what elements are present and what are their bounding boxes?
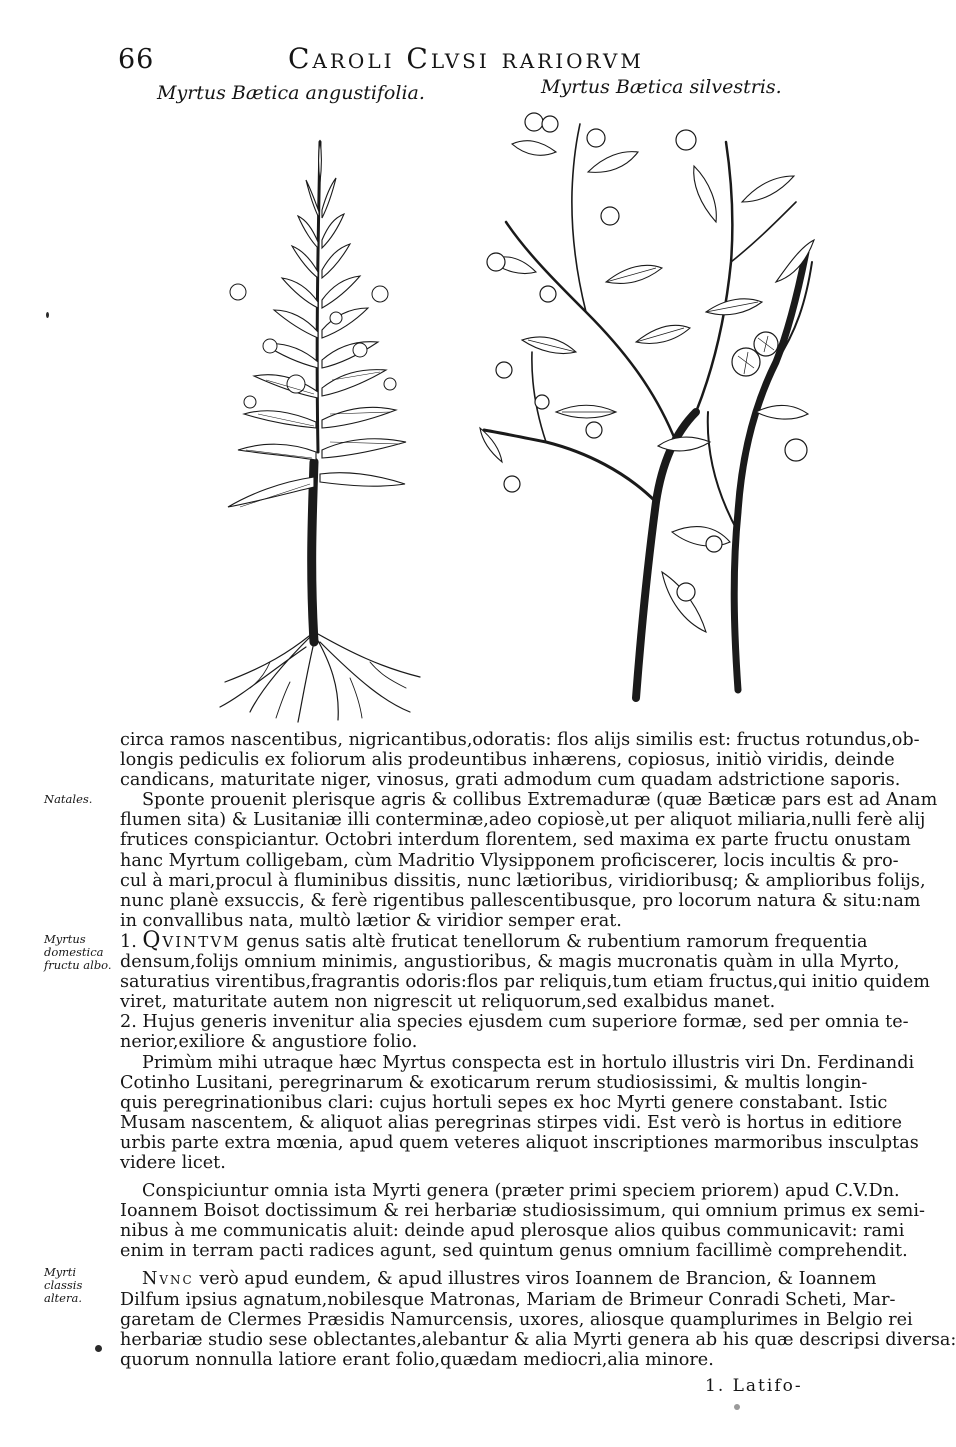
paragraph-1: [120, 730, 920, 791]
text-line: [120, 927, 868, 953]
text-line: videre licet.: [120, 1152, 226, 1173]
plant-illustration-wild-myrtle-icon: [476, 112, 818, 698]
item-numeral: 1.: [120, 931, 137, 952]
initial-word: Qvintvm: [142, 927, 241, 953]
text-line: cul à mari,procul à fluminibus dissitis, nunc lætioribus, viridioribusq; & amplioribus folijs,: [120, 870, 926, 891]
text-line: Primùm mihi utraque hæc Myrtus conspecta est in hortulo illustris viri Dn. Ferdinandi: [142, 1052, 915, 1073]
text-line: viret, maturitate autem non nigrescit ut reliquorum,sed exalbidus manet.: [120, 992, 776, 1013]
figure-caption-left: Myrtus Bætica angustifolia.: [157, 82, 425, 104]
text-line: Musam nascentem, & aliquot alias peregrinas stirpes vidi. Est verò is hortus in editiore: [120, 1112, 902, 1133]
text-line: Ioannem Boisot doctissimum & rei herbariæ studiosissimum, qui omnium primus ex semi-: [120, 1201, 925, 1222]
text-line: enim in terram pacti radices agunt, sed quintum genus omnium facillimè comprehendit.: [120, 1241, 908, 1262]
text-line: longis pediculis ex foliorum alis prodeuntibus inhærens, copiosus, initiò viridis, deinde: [120, 750, 895, 771]
paragraph-3: [120, 927, 930, 1013]
text-line: saturatius virentibus,fragrantis odoris:flos par reliquis,tum etiam fructus,qui initio quidem: [120, 972, 930, 993]
text-line: herbariæ studio sese oblectantes,alebantur & alia Myrti genera ab his quæ descripsi diversa:: [120, 1329, 956, 1350]
text-line: in convallibus nata, multò lætior & viridior semper erat.: [120, 910, 622, 931]
running-title: Caroli Clvsi rariorvm: [288, 42, 644, 75]
initial-word: Nvnc: [142, 1269, 194, 1290]
text-line: Dilfum ipsius agnatum,nobilesque Matronas, Mariam de Brimeur Conradi Scheti, Mar-: [120, 1289, 896, 1310]
text-line: garetam de Clermes Præsidis Namurcensis, uxores, aliosque quamplurimes in Belgio rei: [120, 1309, 913, 1330]
text-line: flumen sita) & Lusitaniæ illi conterminæ,adeo copiosè,ut per aliquot miliaria,nulli ferè alij: [120, 810, 926, 831]
text-line: [120, 1269, 877, 1290]
text-line: Sponte prouenit plerisque agris & collibus Extremaduræ (quæ Bæticæ pars est ad Anam: [142, 790, 938, 811]
paragraph-5: [120, 1052, 919, 1174]
figure-caption-right: Myrtus Bætica silvestris.: [541, 76, 782, 98]
text-line: 2. Hujus generis invenitur alia species ejusdem cum superiore formæ, sed per omnia te-: [120, 1012, 909, 1033]
ink-blot: [95, 1345, 102, 1352]
text-line: quis peregrinationibus clari: cujus hortuli sepes ex hoc Myrti genere constabant. Istic: [120, 1092, 888, 1113]
text-line: hanc Myrtum colligebam, cùm Madritio Vlysipponem proficiscerer, locis incultis & pro-: [120, 850, 899, 871]
paragraph-7: [120, 1269, 956, 1370]
line-rest: genus satis altè fruticat tenellorum & rubentium ramorum frequentia: [246, 931, 868, 952]
paragraph-6: [120, 1181, 925, 1262]
text-line: Conspiciuntur omnia ista Myrti genera (præter primi speciem priorem) apud C.V.Dn.: [142, 1181, 900, 1202]
margin-note-myrtus-domestica: Myrtus domestica fructu albo.: [44, 932, 112, 972]
text-line: nerior,exiliore & angustiore folio.: [120, 1032, 418, 1053]
plant-illustration-narrow-leaf-myrtle-icon: [210, 122, 430, 722]
text-line: candicans, maturitate niger, vinosus, grati admodum cum quadam adstrictione saporis.: [120, 770, 901, 791]
ink-mark: [46, 312, 49, 318]
ink-smudge: [734, 1404, 740, 1410]
paragraph-4: [120, 1012, 909, 1053]
text-line: quorum nonnulla latiore erant folio,quædam mediocri,alia minore.: [120, 1349, 714, 1370]
text-line: Cotinho Lusitani, peregrinarum & exoticarum rerum studiosissimi, & multis longin-: [120, 1072, 868, 1093]
text-line: nunc planè exsuccis, & ferè rigentibus pallescentibusque, pro locorum natura & situ:nam: [120, 890, 921, 911]
text-line: densum,folijs omnium minimis, angustioribus, & magis mucronatis quàm in ulla Myrto,: [120, 952, 900, 973]
page-number: 66: [118, 44, 155, 75]
margin-note-myrti-classis: Myrti classis altera.: [44, 1265, 83, 1305]
body-text: [120, 730, 956, 1370]
line-rest: verò apud eundem, & apud illustres viros Ioannem de Brancion, & Ioannem: [199, 1269, 877, 1290]
running-head: [0, 40, 870, 80]
paragraph-2: [120, 790, 938, 931]
margin-note-natales: Natales.: [44, 792, 93, 806]
text-line: circa ramos nascentibus, nigricantibus,odoratis: flos alijs similis est: fructus rotundus,ob-: [120, 730, 920, 750]
catchword: 1. Latifo-: [705, 1376, 803, 1396]
text-line: nibus à me communicatis aluit: deinde apud plerosque alios quibus communicavit: rami: [120, 1221, 905, 1242]
text-line: frutices conspiciantur. Octobri interdum florentem, sed maxima ex parte fructu onustam: [120, 830, 911, 851]
text-line: urbis parte extra mœnia, apud quem veteres aliquot inscriptiones marmoribus insculptas: [120, 1132, 919, 1153]
